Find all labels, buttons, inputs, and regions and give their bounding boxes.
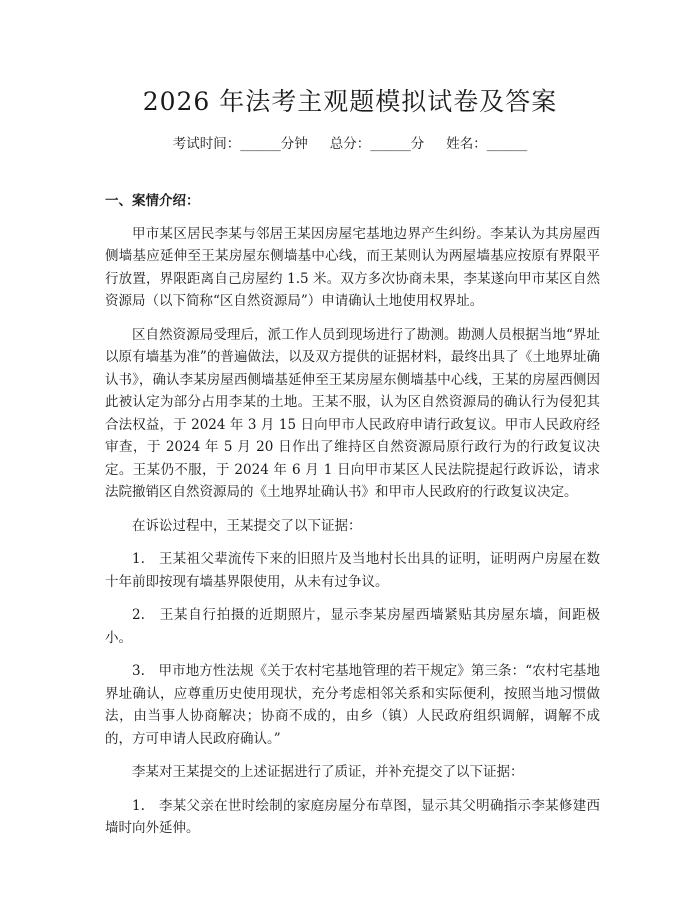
evidence-item: 1. 李某父亲在世时绘制的家庭房屋分布草图，显示其父明确指示李某修建西墙时向外延伸。 <box>105 797 600 836</box>
case-paragraph: 甲市某区居民李某与邻居王某因房屋宅基地边界产生纠纷。李某认为其房屋西侧墙基应延伸至王某房屋东侧墙基中心线，而王某则认为两屋墙基应按原有界限平行放置，界限距离自己房屋约 1.5 米。双方多次协商未果，李某遂向甲市某区自然资源局（以下简称“区自然资源局”）申请确认土地使用权界址。 <box>105 225 600 309</box>
case-paragraph: 在诉讼过程中，王某提交了以下证据： <box>132 517 362 534</box>
case-section <box>105 190 600 851</box>
case-paragraph: 区自然资源局受理后，派工作人员到现场进行了勘测。勘测人员根据当地“界址以原有墙基为准”的普遍做法，以及双方提供的证据材料，最终出具了《土地界址确认书》，确认李某房屋西侧墙基延伸至王某房屋东侧墙基中心线，王某的房屋西侧因此被认定为部分占用李某的土地。王某不服，认为区自然资源局的确认行为侵犯其合法权益，于 2024 年 3 月 15 日向甲市人民政府申请行政复议。甲市人民政府经审查，于 2024 年 5 月 20 日作出了维持区自然资源局原行政行为的行政复议决定。王某仍不服，于 2024 年 6 月 1 日向甲市某区人民法院提起行政诉讼，请求法院撤销区自然资源局的《土地界址确认书》和甲市人民政府的行政复议决定。 <box>105 326 600 500</box>
name-field: 姓名：______ <box>446 136 528 152</box>
total-score-field: 总分：______分 <box>329 136 425 152</box>
exam-time-field: 考试时间：______分钟 <box>172 136 308 152</box>
document-title: 2026 年法考主观题模拟试卷及答案 <box>142 87 558 116</box>
evidence-item: 3. 甲市地方性法规《关于农村宅基地管理的若干规定》第三条：“农村宅基地界址确认，应尊重历史使用现状，充分考虑相邻关系和实际便利，按照当地习惯做法，由当事人协商解决；协商不成的，由乡（镇）人民政府组织调解，调解不成的，方可申请人民政府确认。” <box>105 663 600 747</box>
exam-info-line <box>0 132 700 152</box>
case-paragraph: 李某对王某提交的上述证据进行了质证，并补充提交了以下证据： <box>132 764 524 780</box>
section-heading: 一、案情介绍： <box>105 193 200 209</box>
evidence-item: 1. 王某祖父辈流传下来的旧照片及当地村长出具的证明，证明两户房屋在数十年前即按现有墙基界限使用，从未有过争议。 <box>105 551 600 590</box>
evidence-item: 2. 王某自行拍摄的近期照片，显示李某房屋西墙紧贴其房屋东墙，间距极小。 <box>105 607 600 646</box>
